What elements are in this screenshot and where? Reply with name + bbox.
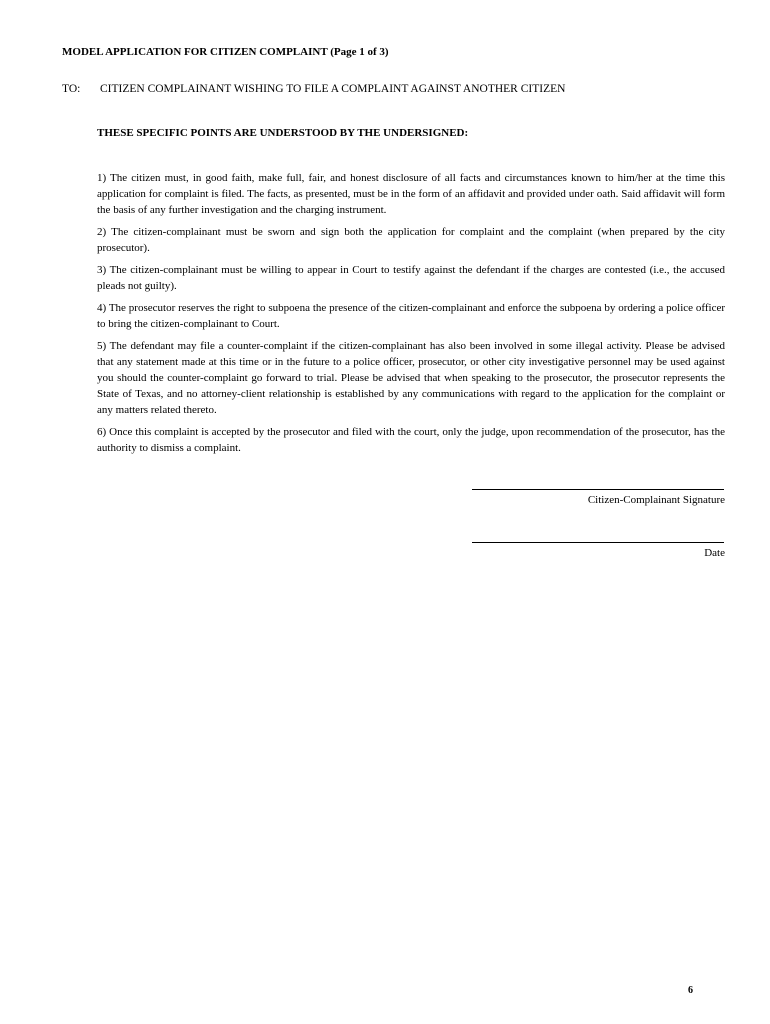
point-5: 5) The defendant may file a counter-complaint if the citizen-complainant has also been involved in some illegal activity. Please be advised that any statement made at this time or in the future to a police officer, prosecutor, or other city investigative personnel may be used against you should the counter-complaint go forward to trial. Please be advised that when speaking to the prosecutor, the prosecutor represents the State of Texas, and no attorney-client relationship is established by any communications with regard to the application for the complaint or any matters related thereto. <box>97 340 725 416</box>
points-heading: THESE SPECIFIC POINTS ARE UNDERSTOOD BY THE UNDERSIGNED: <box>97 127 469 139</box>
point-2: 2) The citizen-complainant must be sworn and sign both the application for complaint and the complaint (when prepared by the city prosecutor). <box>97 226 725 254</box>
signature-block <box>470 489 725 506</box>
addressee-label: TO: <box>62 83 81 95</box>
point-3: 3) The citizen-complainant must be willing to appear in Court to testify against the defendant if the charges are contested (i.e., the accused pleads not guilty). <box>97 264 725 292</box>
date-line[interactable] <box>472 542 724 543</box>
signature-label: Citizen-Complainant Signature <box>587 494 725 506</box>
point-6: 6) Once this complaint is accepted by the prosecutor and filed with the court, only the judge, upon recommendation of the prosecutor, has the authority to dismiss a complaint. <box>97 426 725 454</box>
points-list <box>97 170 725 462</box>
signature-line[interactable] <box>472 489 724 490</box>
addressee-text: CITIZEN COMPLAINANT WISHING TO FILE A COMPLAINT AGAINST ANOTHER CITIZEN <box>100 83 566 95</box>
date-block <box>470 542 725 559</box>
date-label: Date <box>704 547 725 559</box>
point-4: 4) The prosecutor reserves the right to subpoena the presence of the citizen-complainant and enforce the subpoena by ordering a police officer to bring the citizen-complainant to Court. <box>97 302 725 330</box>
page-number: 6 <box>688 985 693 996</box>
point-1: 1) The citizen must, in good faith, make full, fair, and honest disclosure of all facts and circumstances known to him/her at the time this application for complaint is filed. The facts, as presented, must be in the form of an affidavit and provided under oath. Said affidavit will form the basis of any further investigation and the charging instrument. <box>97 172 725 216</box>
document-title: MODEL APPLICATION FOR CITIZEN COMPLAINT (Page 1 of 3) <box>62 46 389 58</box>
